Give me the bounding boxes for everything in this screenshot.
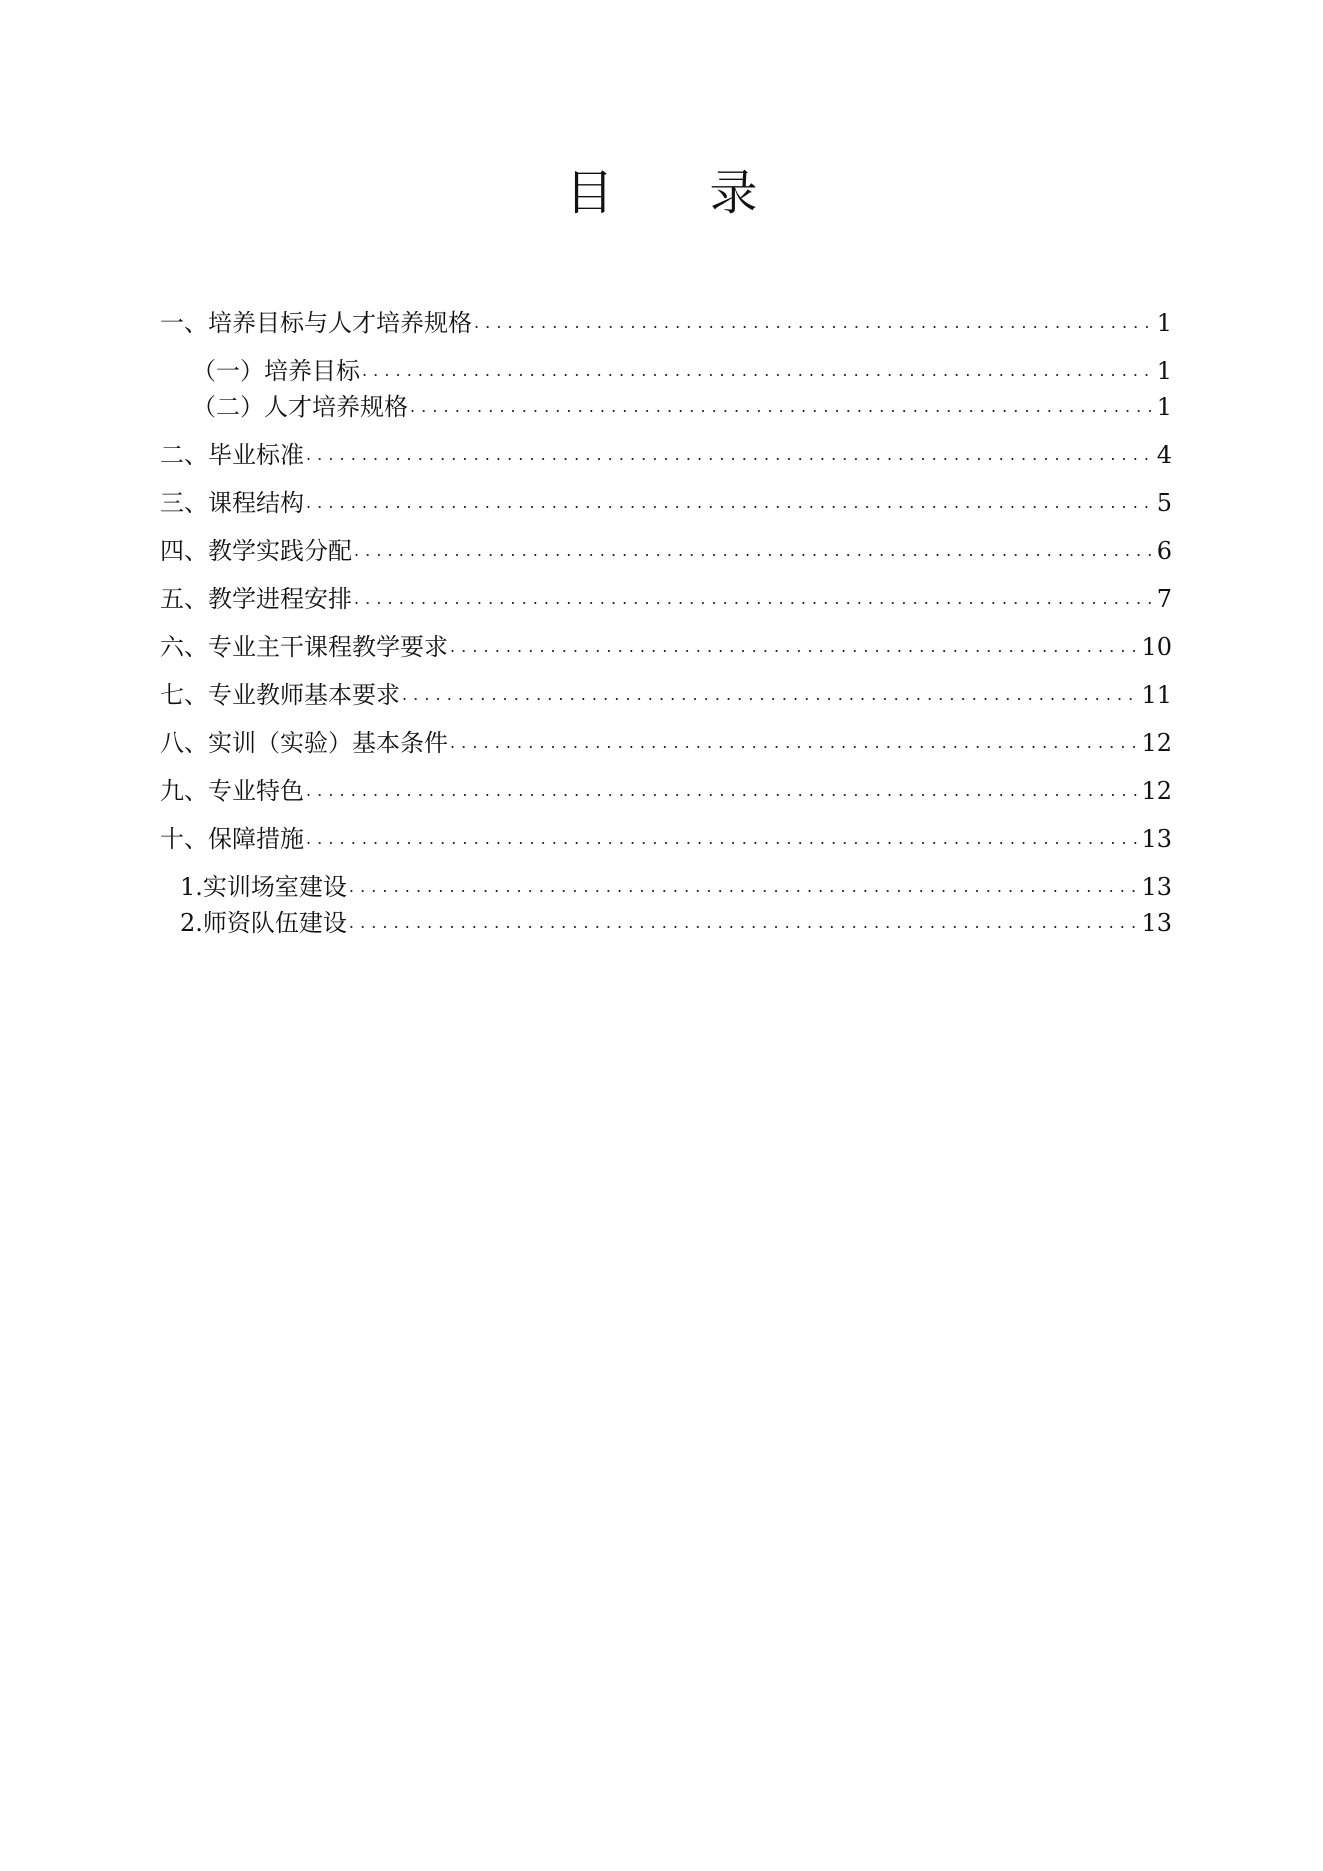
toc-entry-page: 13 <box>1141 825 1172 853</box>
dot-leader <box>450 726 1137 760</box>
toc-entry-page: 1 <box>1156 357 1172 385</box>
page-title-left: 目 <box>565 165 614 221</box>
toc-entry-page: 13 <box>1141 909 1172 937</box>
toc-entry-label: 三、课程结构 <box>160 489 304 517</box>
dot-leader <box>362 354 1153 388</box>
toc-entry-page: 10 <box>1141 633 1172 661</box>
toc-entry[interactable] <box>160 774 1172 808</box>
dot-leader <box>354 582 1153 616</box>
toc-entry[interactable] <box>160 306 1172 340</box>
toc-entry-page: 4 <box>1156 441 1172 469</box>
toc-entry[interactable] <box>160 726 1172 760</box>
toc-entry-label: 五、教学进程安排 <box>160 585 352 613</box>
toc-entry-page: 5 <box>1156 489 1172 517</box>
toc-entry-page: 11 <box>1141 681 1172 709</box>
toc-entry-label: 八、实训（实验）基本条件 <box>160 729 448 757</box>
toc-entry-label: （一）培养目标 <box>192 357 360 385</box>
toc-entry-label: 九、专业特色 <box>160 777 304 805</box>
toc-entry-label: 二、毕业标准 <box>160 441 304 469</box>
toc-entry-label: 六、专业主干课程教学要求 <box>160 633 448 661</box>
dot-leader <box>354 534 1153 568</box>
toc-entry-page: 1 <box>1156 393 1172 421</box>
toc-entry[interactable] <box>192 354 1172 388</box>
toc-entry-label: 十、保障措施 <box>160 825 304 853</box>
toc-entry[interactable] <box>180 870 1172 904</box>
toc-entry-label: 四、教学实践分配 <box>160 537 352 565</box>
toc-entry[interactable] <box>160 582 1172 616</box>
toc-entry-label: 1.实训场室建设 <box>180 873 347 901</box>
toc-entry[interactable] <box>160 678 1172 712</box>
toc-entry-page: 13 <box>1141 873 1172 901</box>
toc-entry-page: 12 <box>1141 777 1172 805</box>
dot-leader <box>349 870 1138 904</box>
toc-entry-page: 6 <box>1156 537 1172 565</box>
toc-entry-label: 一、培养目标与人才培养规格 <box>160 309 472 337</box>
page-title-right: 录 <box>709 165 758 221</box>
toc-entry[interactable] <box>160 822 1172 856</box>
dot-leader <box>474 306 1153 340</box>
dot-leader <box>306 822 1137 856</box>
dot-leader <box>306 774 1137 808</box>
toc-entry-page: 7 <box>1156 585 1172 613</box>
dot-leader <box>450 630 1137 664</box>
toc-entry-label: 七、专业教师基本要求 <box>160 681 400 709</box>
toc-entry[interactable] <box>160 534 1172 568</box>
toc-entry[interactable] <box>192 390 1172 424</box>
dot-leader <box>410 390 1153 424</box>
dot-leader <box>306 438 1153 472</box>
toc-entry-page: 1 <box>1156 309 1172 337</box>
toc-entry-page: 12 <box>1141 729 1172 757</box>
toc-entry-label: 2.师资队伍建设 <box>180 909 347 937</box>
page-title <box>0 158 1323 228</box>
toc-entry[interactable] <box>160 486 1172 520</box>
dot-leader <box>349 906 1138 940</box>
dot-leader <box>306 486 1153 520</box>
dot-leader <box>402 678 1137 712</box>
toc-entry[interactable] <box>180 906 1172 940</box>
toc-entry[interactable] <box>160 630 1172 664</box>
toc-entry-label: （二）人才培养规格 <box>192 393 408 421</box>
toc-entry[interactable] <box>160 438 1172 472</box>
